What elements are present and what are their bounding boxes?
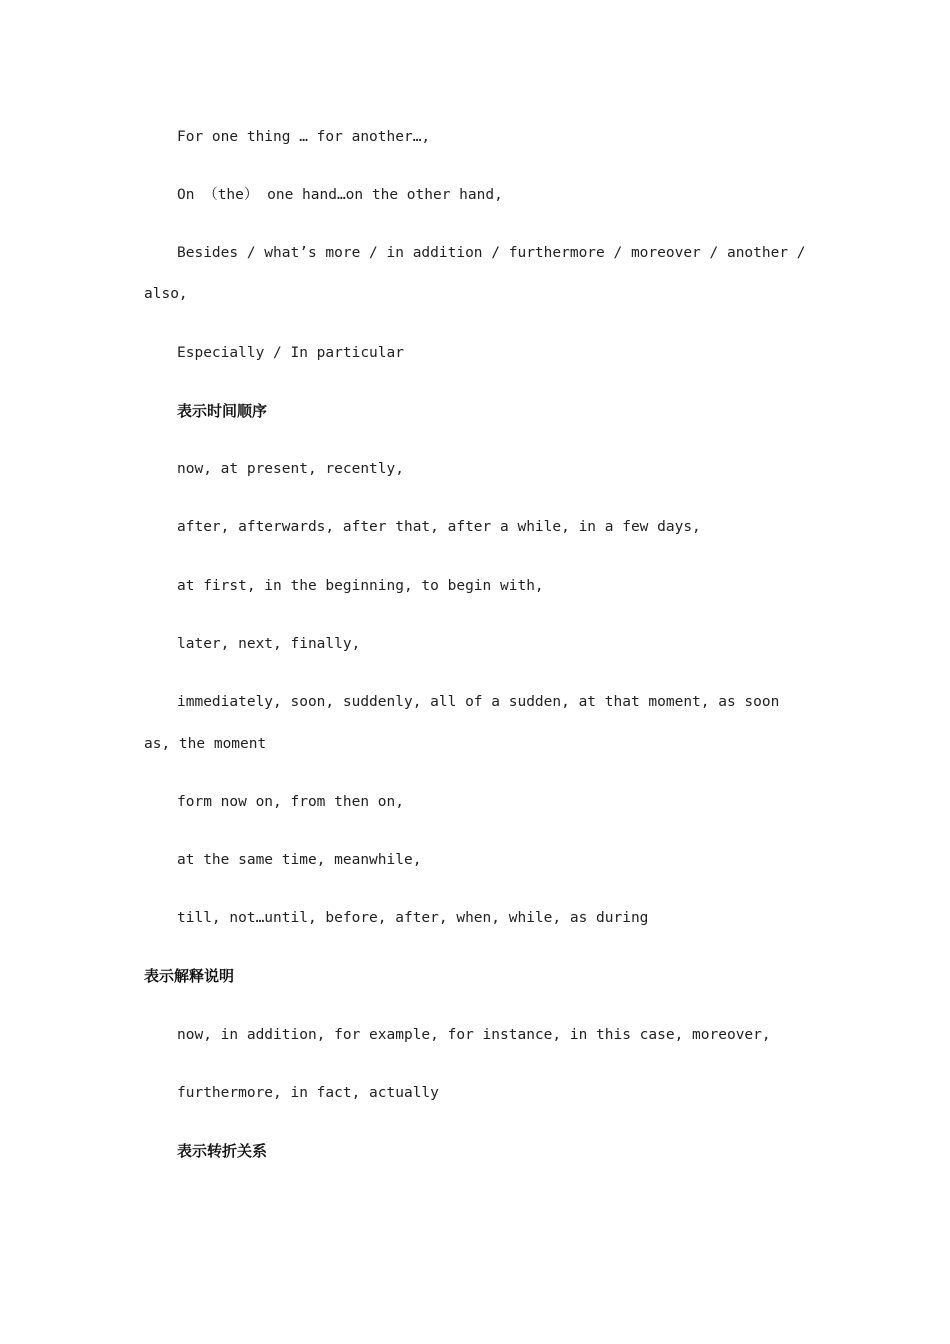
section-heading-explanation: 表示解释说明 xyxy=(144,967,235,985)
text-line: immediately, soon, suddenly, all of a sudden, at that moment, as soon xyxy=(177,694,780,710)
text-line: Especially / In particular xyxy=(177,345,404,361)
text-line: later, next, finally, xyxy=(177,636,361,652)
text-line: after, afterwards, after that, after a while, in a few days, xyxy=(177,519,701,535)
text-line: at first, in the beginning, to begin with, xyxy=(177,578,544,594)
section-heading-contrast: 表示转折关系 xyxy=(177,1142,268,1160)
text-line: now, at present, recently, xyxy=(177,461,404,477)
text-line: form now on, from then on, xyxy=(177,794,404,810)
section-heading-time-order: 表示时间顺序 xyxy=(177,402,268,420)
text-line: Besides / what’s more / in addition / furthermore / moreover / another / xyxy=(177,245,806,261)
text-line-continuation: also, xyxy=(144,286,188,302)
text-line: furthermore, in fact, actually xyxy=(177,1085,439,1101)
text-line: till, not…until, before, after, when, while, as during xyxy=(177,910,649,926)
text-line: now, in addition, for example, for instance, in this case, moreover, xyxy=(177,1027,771,1043)
text-line: For one thing … for another…, xyxy=(177,129,431,145)
text-line: On （the） one hand…on the other hand, xyxy=(177,187,503,203)
text-line-continuation: as, the moment xyxy=(144,736,267,752)
text-line: at the same time, meanwhile, xyxy=(177,852,422,868)
